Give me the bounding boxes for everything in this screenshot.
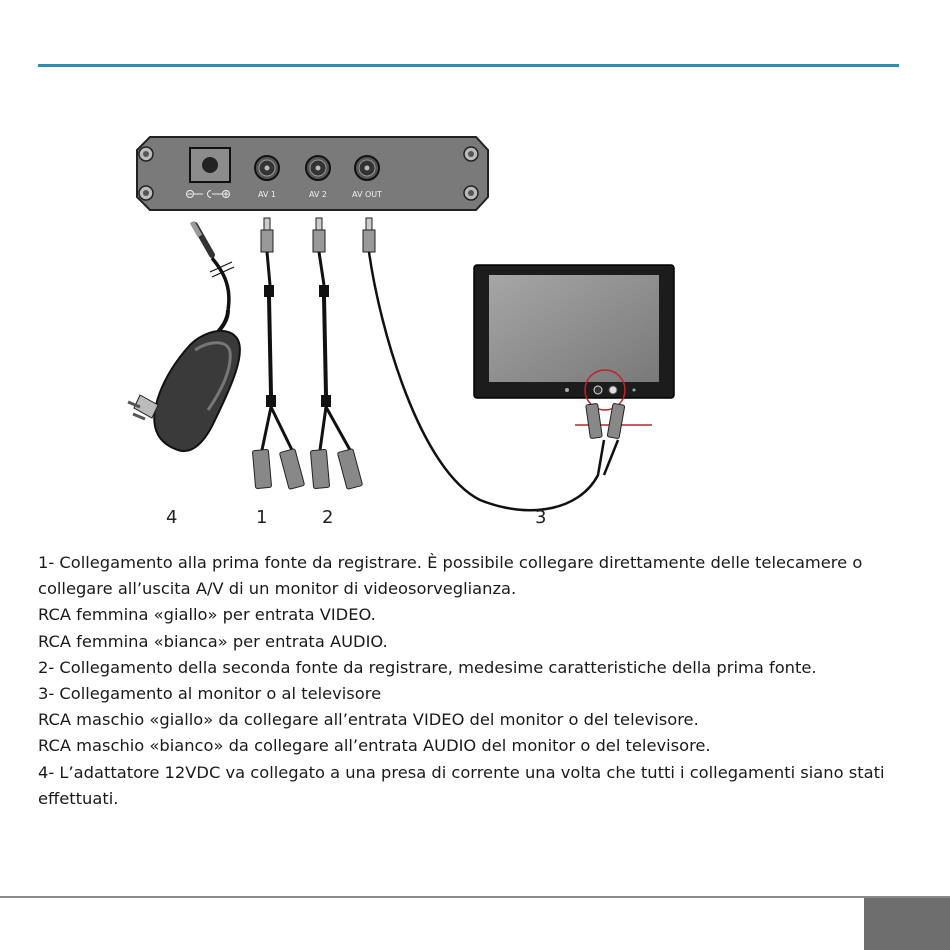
instruction-line: RCA femmina «bianca» per entrata AUDIO.	[38, 631, 388, 651]
instruction-line: RCA femmina «giallo» per entrata VIDEO.	[38, 605, 376, 625]
cable-av2	[310, 218, 362, 489]
instruction-line: 4- L’adattatore 12VDC va collegato a una presa di corrente una volta che tutti i collegamenti siano stati effettuati.	[38, 762, 885, 808]
instruction-line: RCA maschio «giallo» da collegare all’entrata VIDEO del monitor o del televisore.	[38, 710, 699, 730]
instructions-text	[38, 550, 908, 812]
cable-av1	[252, 218, 304, 489]
instruction-line: 3- Collegamento al monitor o al televisore	[38, 684, 382, 704]
instruction-line: 2- Collegamento della seconda fonte da registrare, medesime caratteristiche della prima fonte.	[38, 657, 817, 677]
monitor	[474, 265, 674, 439]
label-number-1: 1	[256, 507, 268, 528]
page-corner-tab	[864, 898, 950, 950]
recorder-panel	[137, 137, 488, 210]
power-adapter	[128, 222, 240, 451]
instruction-line: 1- Collegamento alla prima fonte da registrare. È possibile collegare direttamente delle telecamere o collegare all’uscita A/V di un monitor di videosorveglianza.	[38, 553, 863, 599]
label-av2: AV 2	[308, 190, 328, 199]
label-avout: AV OUT	[351, 190, 383, 199]
label-av1: AV 1	[257, 190, 277, 199]
instruction-line: RCA maschio «bianco» da collegare all’entrata AUDIO del monitor o del televisore.	[38, 736, 711, 756]
footer-rule	[0, 896, 950, 898]
label-number-2: 2	[322, 507, 334, 528]
label-number-4: 4	[166, 507, 178, 528]
label-number-3: 3	[535, 507, 547, 528]
